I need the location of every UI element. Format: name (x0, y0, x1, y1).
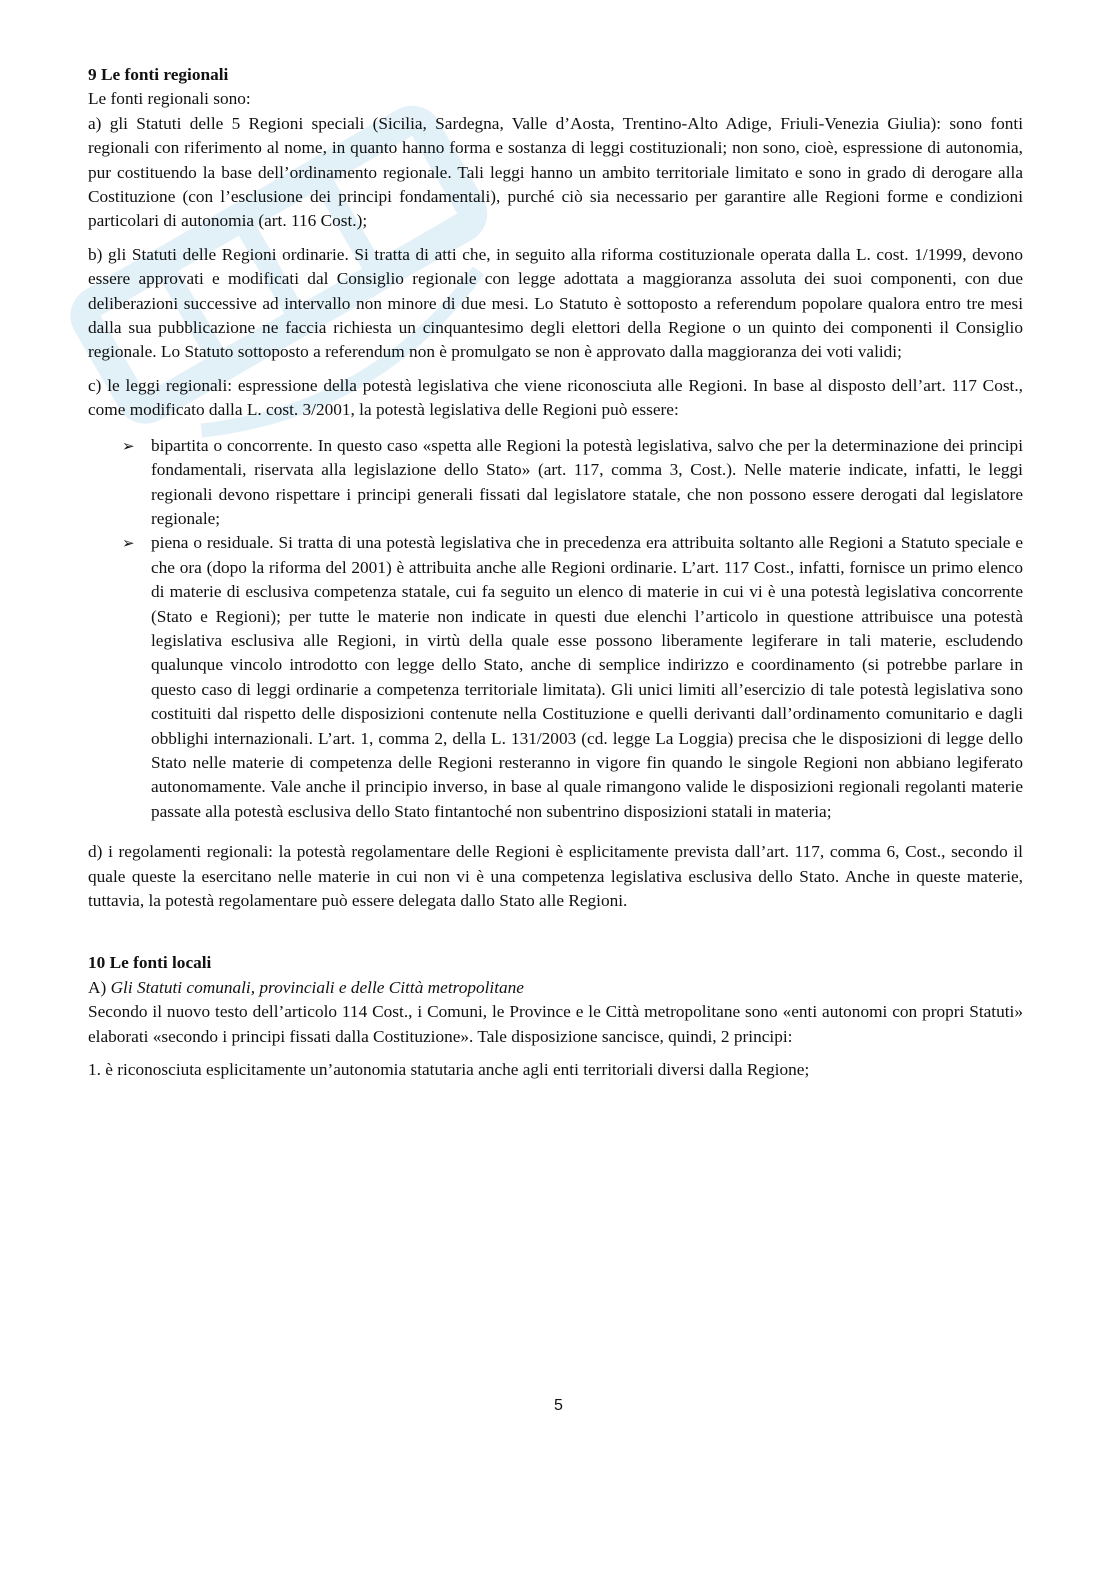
list-item: ➢ piena o residuale. Si tratta di una potestà legislativa che in precedenza era attribuita soltanto alle Regioni a Statuto speciale e che ora (dopo la riforma del 2001) è attribuita anche alle Regioni ordinarie. L’art. 117 Cost., infatti, fornisce un primo elenco di materie di esclusiva competenza statale, cui fa seguito un elenco di materie in cui vi è una potestà legislativa concorrente (Stato e Regioni); per tutte le materie non indicate in questi due elenchi l’articolo in questione attribuisce una potestà legislativa esclusiva alle Regioni, in virtù della quale esse possono liberamente legiferare in tali materie, escludendo qualunque vincolo introdotto con legge dello Stato, anche di semplice indirizzo e coordinamento (si potrebbe parlare in questo caso di leggi ordinarie a competenza territoriale limitata). Gli unici limiti all’esercizio di tale potestà legislativa sono costituiti dal rispetto delle disposizioni contenute nella Costituzione e quelli derivanti dall’ordinamento comunitario e dagli obblighi internazionali. L’art. 1, comma 2, della L. 131/2003 (cd. legge La Loggia) precisa che le disposizioni di legge dello Stato nelle materie di competenza delle Regioni resteranno in vigore fin quando le singole Regioni non abbiano legiferato autonomamente. Vale anche il principio inverso, in base al quale rimangono valide le disposizioni regionali regolanti materie passate alla potestà esclusiva dello Stato fintantoché non subentrino disposizioni statali in materia; (122, 533, 1023, 821)
page-number: 5 (554, 1397, 563, 1414)
potesta-list (88, 434, 1023, 825)
section-10-title: 10 Le fonti locali (88, 953, 212, 973)
paragraph-b: b) gli Statuti delle Regioni ordinarie. Si tratta di atti che, in seguito alla riforma costituzionale operata dalla L. cost. 1/1999, devono essere approvati e modificati dal Consiglio regionale con legge adottata a maggioranza assoluta dei suoi componenti, con due deliberazioni successive ad intervallo non minore di due mesi. Lo Statuto è sottoposto a referendum popolare qualora entro tre mesi dalla sua pubblicazione ne faccia richiesta un cinquantesimo degli elettori della Regione o un quinto dei componenti il Consiglio regionale. Lo Statuto sottoposto a referendum non è promulgato se non è approvato dalla maggioranza dei voti validi; (88, 244, 1023, 362)
paragraph-a: a) gli Statuti delle 5 Regioni speciali (Sicilia, Sardegna, Valle d’Aosta, Trentino-Alto Adige, Friuli-Venezia Giulia): sono fonti regionali con riferimento al nome, in quanto hanno forma e sostanza di leggi costituzionali; non sono, cioè, espressione di autonomia, pur costituendo la base dell’ordinamento regionale. Tali leggi hanno un ambito territoriale limitato e sono in grado di derogare alla Costituzione (con l’esclusione dei principi fondamentali), purché ciò sia necessario per garantire alle Regioni forme e condizioni particolari di autonomia (art. 116 Cost.); (88, 113, 1023, 231)
section-9-title: 9 Le fonti regionali (88, 65, 229, 84)
paragraph-c: c) le leggi regionali: espressione della potestà legislativa che viene riconosciuta alle Regioni. In base al disposto dell’art. 117 Cost., come modificato dalla L. cost. 3/2001, la potestà legislativa delle Regioni può essere: (88, 375, 1023, 420)
section-10-subtitle: A) Gli Statuti comunali, provinciali e delle Città metropolitane (88, 977, 524, 997)
arrow-bullet-icon: ➢ (122, 436, 135, 455)
list-item: ➢ bipartita o concorrente. In questo caso «spetta alle Regioni la potestà legislativa, salvo che per la determinazione dei principi fondamentali, riservata alla legislazione dello Stato» (art. 117, comma 3, Cost.). Nelle materie indicate, infatti, le leggi regionali devono rispettare i principi generali fissati dal legislatore statale, che non possono essere derogati dal legislatore regionale; (122, 435, 1023, 528)
section-10-paragraph-2: 1. è riconosciuta esplicitamente un’autonomia statutaria anche agli enti territoriali diversi dalla Regione; (88, 1060, 810, 1080)
section-9-intro: Le fonti regionali sono: (88, 89, 251, 109)
document-body (88, 63, 1023, 1082)
section-10-paragraph-1: Secondo il nuovo testo dell’articolo 114 Cost., i Comuni, le Province e le Città metropolitane sono «enti autonomi con propri Statuti» elaborati «secondo i principi fissati dalla Costituzione». Tale disposizione sancisce, quindi, 2 principi: (88, 1002, 1023, 1046)
arrow-bullet-icon: ➢ (122, 534, 135, 553)
paragraph-d: d) i regolamenti regionali: la potestà regolamentare delle Regioni è esplicitamente prevista dall’art. 117, comma 6, Cost., secondo il quale queste la esercitano nelle materie in cui non vi è una competenza legislativa esclusiva dello Stato. Anche in queste materie, tuttavia, la potestà regolamentare può essere delegata dallo Stato alle Regioni. (88, 842, 1023, 910)
